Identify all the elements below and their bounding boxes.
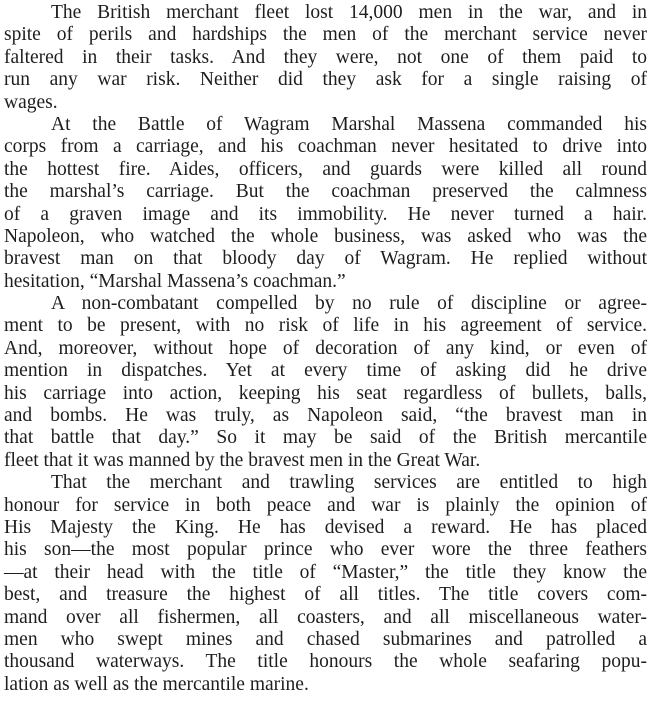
text-line: Napoleon, who watched the whole business, was asked who was the xyxy=(4,225,647,247)
text-line: That the merchant and trawling services are entitled to high xyxy=(51,472,647,494)
text-line: A non-combatant compelled by no rule of discipline or agree- xyxy=(51,293,647,315)
text-line: hesitation, “Marshal Massena’s coachman.” xyxy=(4,270,346,292)
text-line: his son—the most popular prince who ever wore the three feathers xyxy=(4,539,647,561)
text-line: At the Battle of Wagram Marshal Massena commanded his xyxy=(51,113,647,135)
text-line: —at their head with the title of “Master,” the title they know the xyxy=(4,561,647,583)
text-line: and bombs. He was truly, as Napoleon said, “the bravest man in xyxy=(4,405,647,427)
text-line: ment to be present, with no risk of life in his agreement of service. xyxy=(4,315,647,337)
text-line: mand over all fishermen, all coasters, and all miscellaneous water- xyxy=(4,606,647,628)
text-line: wages. xyxy=(4,91,58,113)
text-line: honour for service in both peace and war is plainly the opinion of xyxy=(4,494,647,516)
text-line: thousand waterways. The title honours the whole seafaring popu- xyxy=(4,651,647,673)
text-line: the hottest fire. Aides, officers, and guards were killed all round xyxy=(4,158,647,180)
text-line: fleet that it was manned by the bravest men in the Great War. xyxy=(4,449,481,471)
text-line: lation as well as the mercantile marine. xyxy=(4,673,309,695)
text-line: And, moreover, without hope of decoration of any kind, or even of xyxy=(4,337,647,359)
paragraph-4 xyxy=(4,472,647,696)
paragraph-2 xyxy=(4,114,647,293)
text-line: of a graven image and its immobility. He never turned a hair. xyxy=(4,203,647,225)
text-line: the marshal’s carriage. But the coachman preserved the calmness xyxy=(4,181,647,203)
document-page xyxy=(4,2,647,696)
text-line: that battle that day.” So it may be said of the British mercantile xyxy=(4,427,647,449)
text-line: mention in dispatches. Yet at every time of asking did he drive xyxy=(4,360,647,382)
text-line: faltered in their tasks. And they were, not one of them paid to xyxy=(4,46,647,68)
text-line: corps from a carriage, and his coachman never hesitated to drive into xyxy=(4,136,647,158)
text-line: his carriage into action, keeping his seat regardless of bullets, balls, xyxy=(4,382,647,404)
text-line: best, and treasure the highest of all titles. The title covers com- xyxy=(4,584,647,606)
text-line: bravest man on that bloody day of Wagram. He replied without xyxy=(4,248,647,270)
paragraph-1 xyxy=(4,2,647,114)
text-line: men who swept mines and chased submarines and patrolled a xyxy=(4,628,647,650)
text-line: spite of perils and hardships the men of the merchant service never xyxy=(4,24,647,46)
text-line: run any war risk. Neither did they ask for a single raising of xyxy=(4,69,647,91)
paragraph-3 xyxy=(4,293,647,472)
text-line: His Majesty the King. He has devised a reward. He has placed xyxy=(4,516,647,538)
text-line: The British merchant fleet lost 14,000 men in the war, and in xyxy=(51,2,647,23)
